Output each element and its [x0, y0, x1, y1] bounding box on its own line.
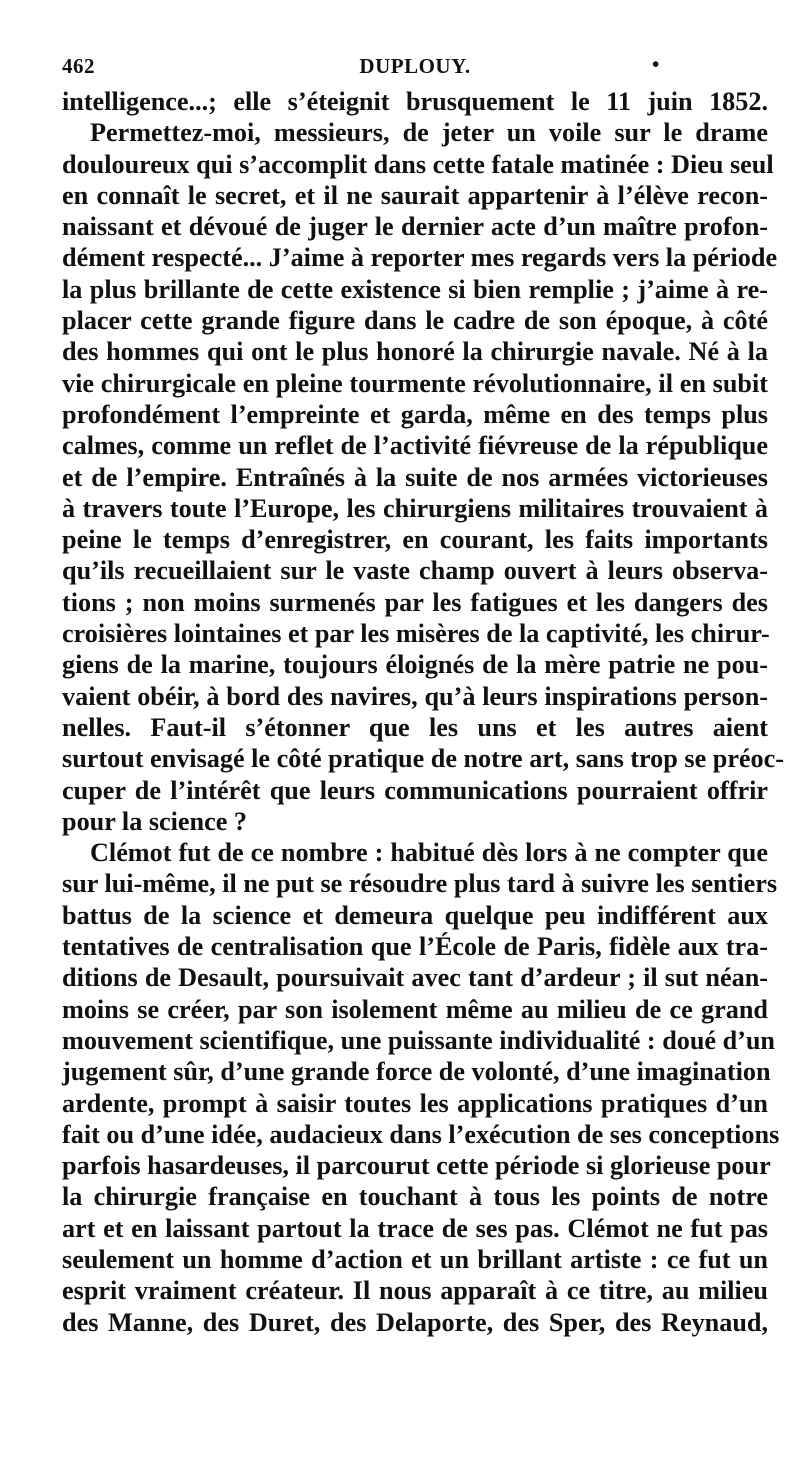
text-line: pour la science ?	[62, 806, 248, 836]
text-line: dément respecté... J’aime à reporter mes regards vers la période	[62, 243, 778, 273]
text-line: la chirurgie française en touchant à tous les points de notre	[62, 1182, 768, 1212]
text-line: moins se créer, par son isolement même au milieu de ce grand	[62, 994, 768, 1024]
text-line: seulement un homme d’action et un brillant artiste : ce fut un	[62, 1244, 768, 1274]
paragraph	[62, 837, 780, 1338]
paragraph	[62, 86, 768, 117]
text-line: douloureux qui s’accomplit dans cette fatale matinée : Dieu seul	[62, 149, 774, 179]
text-line: surtout envisagé le côté pratique de notre art, sans trop se préoc-	[62, 744, 784, 774]
text-line: calmes, comme un reflet de l’activité fiévreuse de la république	[62, 431, 768, 461]
text-line: qu’ils recueillaient sur le vaste champ ouvert à leurs observa-	[62, 556, 768, 586]
text-line: et de l’empire. Entraînés à la suite de nos armées victorieuses	[62, 462, 768, 492]
text-line: la plus brillante de cette existence si bien remplie ; j’aime à re-	[62, 274, 768, 304]
book-page	[62, 52, 784, 1338]
text-line: jugement sûr, d’une grande force de volonté, d’une imagination	[62, 1057, 771, 1087]
text-line: intelligence...; elle s’éteignit brusquement le 11 juin 1852.	[62, 87, 768, 116]
text-line: vie chirurgicale en pleine tourmente révolutionnaire, il en subit	[62, 368, 768, 398]
page-header	[62, 52, 768, 86]
page-number: 462	[62, 54, 95, 78]
text-line: à travers toute l’Europe, les chirurgiens militaires trouvaient à	[62, 493, 768, 523]
text-line: esprit vraiment créateur. Il nous apparaît à ce titre, au milieu	[62, 1276, 768, 1306]
text-line: battus de la science et demeura quelque peu indifférent aux	[62, 900, 768, 930]
text-line: naissant et dévoué de juger le dernier acte d’un maître profon-	[62, 212, 768, 242]
text-line: parfois hasardeuses, il parcourut cette période si glorieuse pour	[62, 1151, 771, 1181]
text-line: ditions de Desault, poursuivait avec tant d’ardeur ; il sut néan-	[62, 963, 768, 993]
text-line: en connaît le secret, et il ne saurait appartenir à l’élève recon-	[62, 180, 768, 210]
text-line: cuper de l’intérêt que leurs communications pourraient offrir	[62, 775, 768, 805]
text-line: peine le temps d’enregistrer, en courant, les faits importants	[62, 525, 768, 555]
running-head: DUPLOUY.	[359, 54, 471, 78]
text-line: tions ; non moins surmenés par les fatigues et les dangers des	[62, 587, 768, 617]
text-line: nelles. Faut-il s’étonner que les uns et les autres aient	[62, 712, 768, 742]
text-line: tentatives de centralisation que l’École de Paris, fidèle aux tra-	[62, 932, 768, 962]
text-line: Clémot fut de ce nombre : habitué dès lors à ne compter que	[90, 838, 768, 868]
text-line: fait ou d’une idée, audacieux dans l’exécution de ses conceptions	[62, 1119, 780, 1149]
body-text	[62, 86, 784, 1338]
text-line: ardente, prompt à saisir toutes les applications pratiques d’un	[62, 1088, 768, 1118]
text-line: croisières lointaines et par les misères de la captivité, les chirur-	[62, 619, 770, 649]
text-line: mouvement scientifique, une puissante individualité : doué d’un	[62, 1025, 775, 1055]
text-line: Permettez-moi, messieurs, de jeter un voile sur le drame	[90, 118, 768, 148]
paragraph	[62, 117, 784, 837]
text-line: des Manne, des Duret, des Delaporte, des Sper, des Reynaud,	[62, 1307, 768, 1337]
text-line: profondément l’empreinte et garda, même en des temps plus	[62, 399, 768, 429]
text-line: placer cette grande figure dans le cadre de son époque, à côté	[62, 306, 768, 336]
text-line: vaient obéir, à bord des navires, qu’à leurs inspirations person-	[62, 681, 768, 711]
text-line: des hommes qui ont le plus honoré la chirurgie navale. Né à la	[62, 337, 768, 367]
header-mark: •	[652, 52, 660, 76]
text-line: sur lui-même, il ne put se résoudre plus tard à suivre les sentiers	[62, 869, 778, 899]
text-line: giens de la marine, toujours éloignés de la mère patrie ne pou-	[62, 650, 768, 680]
text-line: art et en laissant partout la trace de ses pas. Clémot ne fut pas	[62, 1213, 768, 1243]
